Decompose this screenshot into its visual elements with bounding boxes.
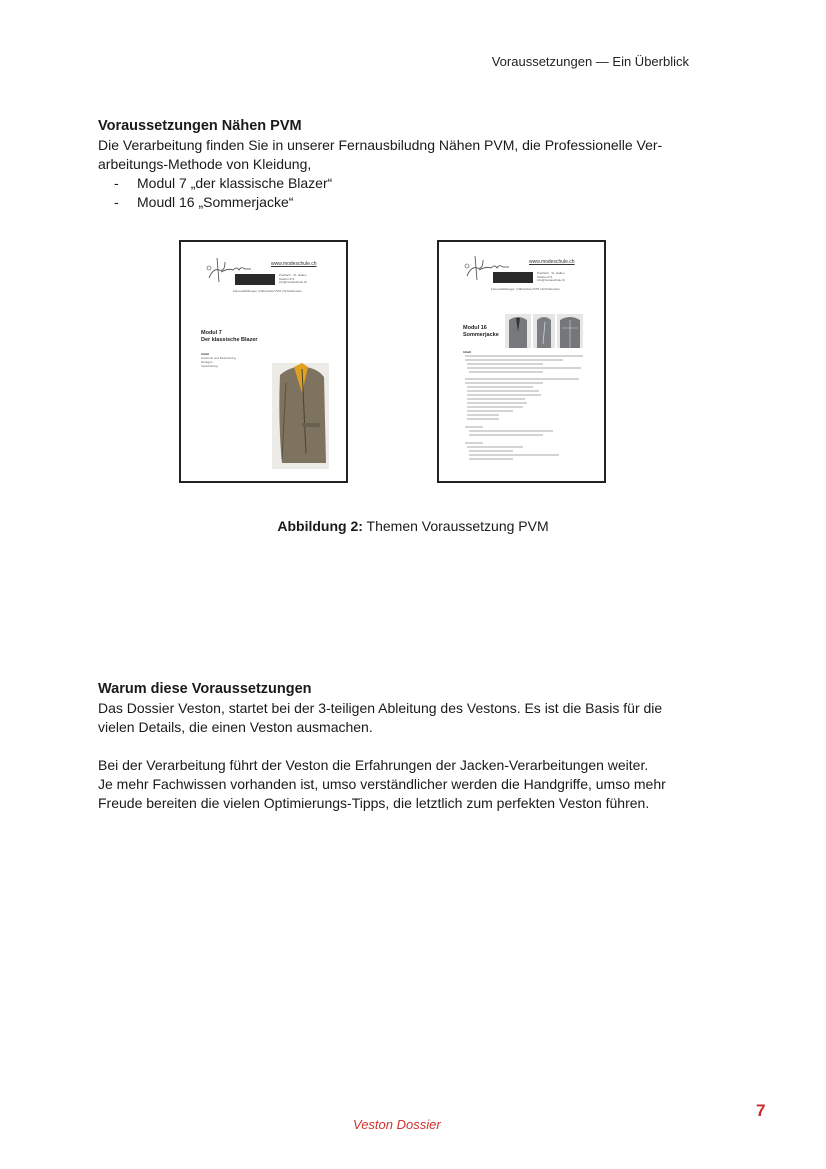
- brown-blazer-photo: [272, 363, 329, 469]
- caption-label: Abbildung 2:: [277, 518, 363, 534]
- module-number: Modul 7: [201, 330, 222, 336]
- module-title: [463, 325, 499, 338]
- module-name: Sommerjacke: [463, 331, 499, 338]
- contents-item: Einlagen: [201, 360, 213, 364]
- list-item: [98, 174, 698, 193]
- list-item-text: Moudl 16 „Sommerjacke“: [137, 194, 294, 210]
- school-logo: [199, 252, 339, 297]
- figure-caption: [0, 518, 826, 534]
- paragraph-line: Bei der Verarbeitung führt der Veston die Erfahrungen der Jacken-Verarbeitungen weiter.: [98, 757, 649, 773]
- paragraph-line: vielen Details, die einen Veston ausmachen.: [98, 719, 373, 735]
- page-number: 7: [756, 1101, 766, 1120]
- bullet-dash: -: [114, 194, 119, 210]
- logo-tagline: Fernausbildungen | Nähschule PVM | Schnittmuster: [233, 289, 302, 293]
- paragraph-line: Die Verarbeitung finden Sie in unserer Fernausbiludng Nähen PVM, die Professionelle Ver-: [98, 137, 663, 153]
- caption-text: Themen Voraussetzung PVM: [362, 518, 549, 534]
- contents-item: Zuschnitt und Bearbeitung: [201, 356, 237, 360]
- paragraph-line: Das Dossier Veston, startet bei der 3-teiligen Ableitung des Vestons. Es ist die Basis für die: [98, 700, 663, 716]
- module-number: Modul 16: [463, 325, 487, 331]
- running-header: Voraussetzungen — Ein Überblick: [491, 54, 689, 69]
- contents-label: Inhalt: [201, 352, 209, 356]
- footer-title: Veston Dossier: [353, 1117, 441, 1132]
- paragraph-line: arbeitungs-Methode von Kleidung,: [98, 156, 312, 172]
- logo-url: www.modeschule.ch: [529, 259, 575, 265]
- logo-box: [235, 274, 275, 285]
- grey-jacket-photos: [505, 314, 583, 348]
- school-logo: [457, 250, 597, 295]
- module-title: [201, 330, 258, 343]
- section-prerequisites: [98, 117, 698, 212]
- module-contents: [201, 352, 236, 368]
- contents-item: Verarbeitung: [201, 364, 219, 368]
- thumbnail-modul-7: [179, 240, 348, 483]
- module-name: Der klassische Blazer: [201, 336, 258, 343]
- logo-url: www.modeschule.ch: [271, 261, 317, 267]
- logo-tagline: Fernausbildungen | Nähschule PVM | Schnittmuster: [491, 287, 560, 291]
- logo-address: Postfach · St. Gallen Telefon 071 info@modeschule.ch: [279, 273, 308, 284]
- logo-address: Postfach · St. Gallen Telefon 071 info@modeschule.ch: [537, 271, 566, 282]
- paragraph-line: Freude bereiten die vielen Optimierungs-Tipps, die letztlich zum perfekten Veston führen.: [98, 795, 650, 811]
- bullet-dash: -: [114, 175, 119, 191]
- module-contents: [463, 350, 587, 463]
- list-item-text: Modul 7 „der klassische Blazer“: [137, 175, 333, 191]
- section-heading: Warum diese Voraussetzungen: [98, 681, 312, 697]
- section-heading: Voraussetzungen Nähen PVM: [98, 118, 302, 134]
- module-list: [98, 174, 698, 212]
- logo-box: [493, 272, 533, 283]
- paragraph-line: Je mehr Fachwissen vorhanden ist, umso verständlicher werden die Handgriffe, umso mehr: [98, 776, 666, 792]
- thumbnail-modul-16: [437, 240, 606, 483]
- section-why: [98, 680, 698, 813]
- list-item: [98, 193, 698, 212]
- contents-label: Inhalt: [463, 350, 471, 354]
- contents-text-lines: [463, 354, 587, 462]
